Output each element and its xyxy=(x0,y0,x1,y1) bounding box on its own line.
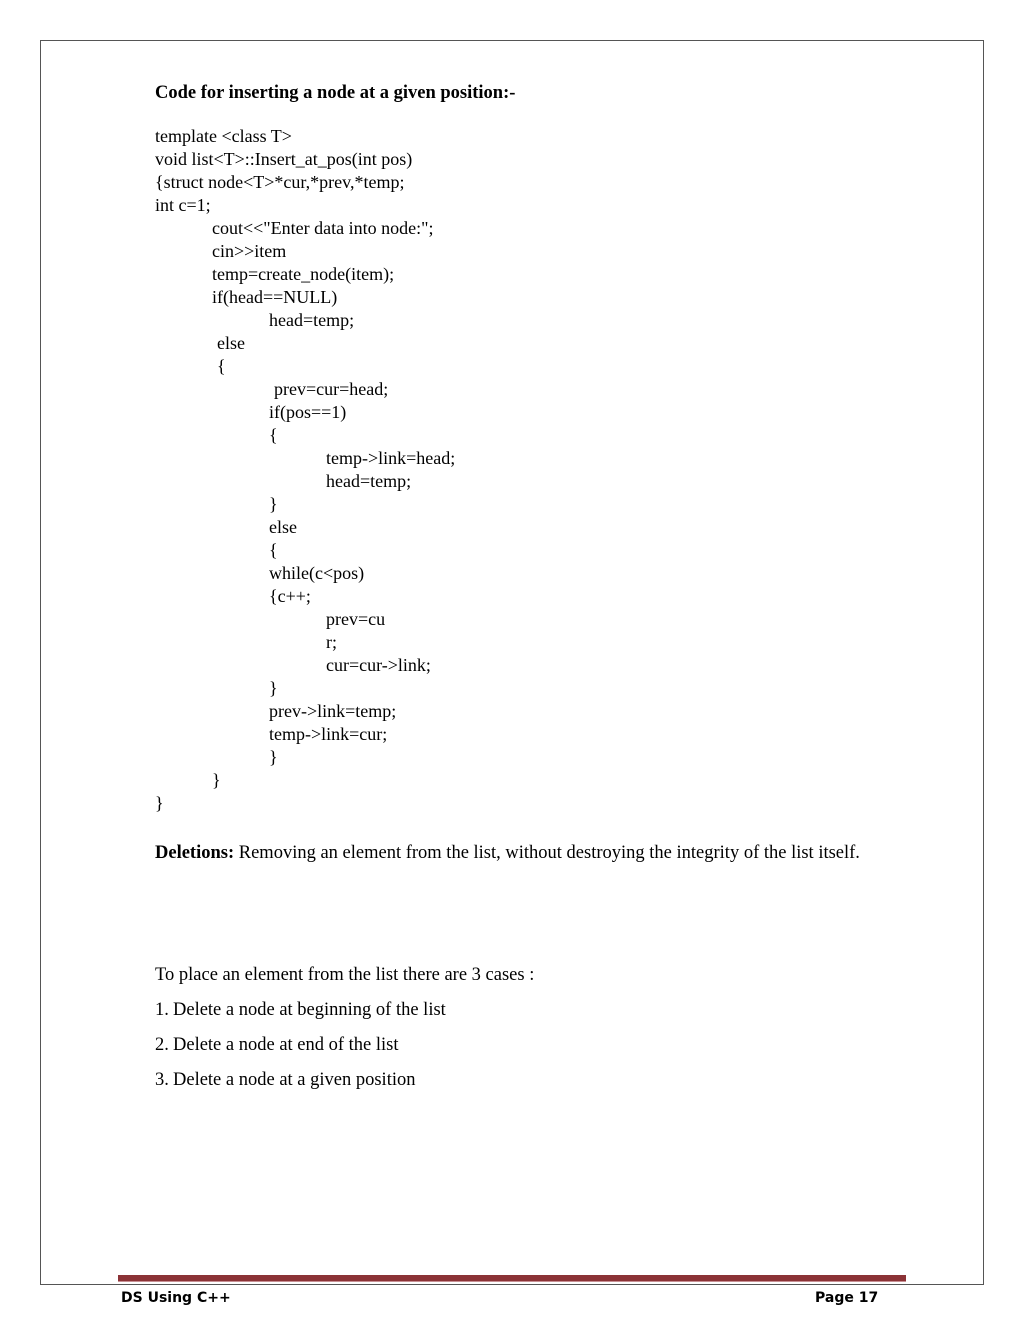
code-line: temp->link=head; xyxy=(326,448,456,468)
code-line: void list<T>::Insert_at_pos(int pos) xyxy=(155,149,413,169)
code-line: {c++; xyxy=(269,586,311,606)
code-line: head=temp; xyxy=(269,310,355,330)
code-line: else xyxy=(269,517,297,537)
code-line: { xyxy=(269,425,278,445)
code-line: prev=cu xyxy=(326,609,386,629)
page-number: Page 17 xyxy=(815,1290,879,1306)
code-line: } xyxy=(155,793,164,813)
code-line: } xyxy=(212,770,221,790)
code-line: if(pos==1) xyxy=(269,402,347,422)
code-line: while(c<pos) xyxy=(269,563,365,583)
code-block xyxy=(155,125,456,815)
cases-intro: To place an element from the list there are 3 cases : xyxy=(155,965,535,985)
list-item-text: Delete a node at beginning of the list xyxy=(173,1000,446,1020)
code-line: template <class T> xyxy=(155,126,292,146)
code-line: {struct node<T>*cur,*prev,*temp; xyxy=(155,172,405,192)
code-line: else xyxy=(217,333,245,353)
code-line: head=temp; xyxy=(326,471,412,491)
code-line: if(head==NULL) xyxy=(212,287,338,307)
list-item-number: 3. xyxy=(155,1070,169,1090)
code-line: { xyxy=(217,356,226,376)
code-line: cin>>item xyxy=(212,241,287,261)
deletions-paragraph xyxy=(155,836,885,871)
code-line: int c=1; xyxy=(155,195,211,215)
footer-title: DS Using C++ xyxy=(121,1290,231,1306)
list-item xyxy=(155,993,885,1028)
list-item xyxy=(155,1028,885,1063)
deletions-text: Removing an element from the list, without destroying the integrity of the list itself. xyxy=(234,843,860,863)
code-line: temp->link=cur; xyxy=(269,724,388,744)
code-line: prev->link=temp; xyxy=(269,701,397,721)
code-line: } xyxy=(269,678,278,698)
cases-list xyxy=(155,993,885,1098)
list-item-text: Delete a node at a given position xyxy=(173,1070,416,1090)
code-line: prev=cur=head; xyxy=(274,379,389,399)
code-line: cout<<"Enter data into node:"; xyxy=(212,218,434,238)
section-heading: Code for inserting a node at a given position:- xyxy=(155,83,516,103)
list-item-text: Delete a node at end of the list xyxy=(173,1035,399,1055)
deletions-term: Deletions: xyxy=(155,843,235,863)
code-line: temp=create_node(item); xyxy=(212,264,395,284)
code-line: cur=cur->link; xyxy=(326,655,431,675)
code-line: } xyxy=(269,747,278,767)
list-item-number: 2. xyxy=(155,1035,169,1055)
list-item-number: 1. xyxy=(155,1000,169,1020)
code-line: r; xyxy=(326,632,337,652)
code-line: } xyxy=(269,494,278,514)
code-line: { xyxy=(269,540,278,560)
list-item xyxy=(155,1063,885,1098)
footer-rule xyxy=(118,1275,906,1282)
deletion-cases xyxy=(155,958,885,1098)
